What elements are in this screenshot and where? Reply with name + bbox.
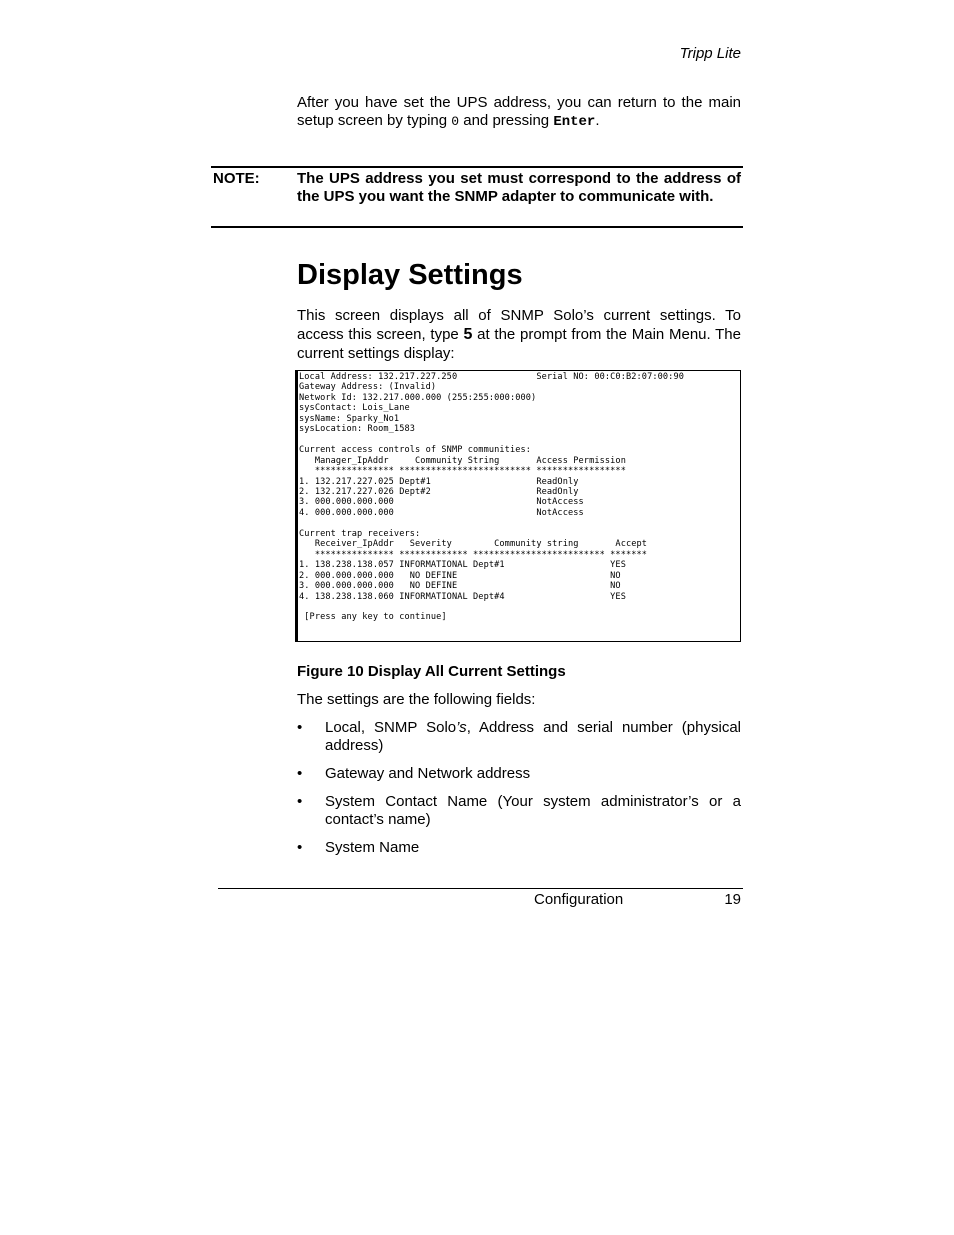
- list-item-text: System Contact Name (Your system administrator’s or a contact’s name): [325, 793, 741, 828]
- terminal-line: 4. 138.238.138.060 INFORMATIONAL Dept#4 YES: [299, 591, 626, 602]
- section-para-text-2: at the prompt from the Main Menu. The current settings display:: [297, 326, 741, 362]
- terminal-line: sysName: Sparky_No1: [299, 413, 400, 424]
- terminal-line: 3. 000.000.000.000 NO DEFINE NO: [299, 581, 621, 592]
- terminal-line: Current access controls of SNMP communities:: [299, 445, 532, 456]
- terminal-screenshot: [295, 370, 741, 642]
- list-item-text: Local, SNMP Solo: [325, 719, 457, 736]
- list-item-text: Gateway and Network address: [325, 765, 531, 782]
- list-item: [297, 765, 741, 783]
- terminal-line: Network Id: 132.217.000.000 (255:255:000:000): [299, 392, 537, 403]
- intro-paragraph: [297, 94, 741, 131]
- intro-text-1: After you have set the UPS address, you can return to the main setup screen by typing: [297, 94, 741, 129]
- bullet-icon: •: [297, 765, 303, 782]
- terminal-line: 1. 138.238.138.057 INFORMATIONAL Dept#1 YES: [299, 560, 626, 571]
- section-paragraph: [297, 306, 741, 363]
- terminal-line: Gateway Address: (Invalid): [299, 382, 437, 393]
- terminal-line: Manager_IpAddr Community String Access Permission: [314, 455, 626, 466]
- terminal-line: 1. 132.217.227.025 Dept#1 ReadOnly: [299, 476, 579, 487]
- bullet-icon: •: [297, 793, 303, 810]
- terminal-line: 2. 000.000.000.000 NO DEFINE NO: [299, 570, 621, 581]
- terminal-line: *************** ************* ************************* *******: [314, 549, 648, 560]
- fields-list: [297, 719, 741, 867]
- list-item: [297, 719, 741, 755]
- terminal-lines: [299, 372, 684, 623]
- terminal-line: [Press any key to continue]: [304, 612, 447, 623]
- list-item-text: , Address and serial number (physical address): [325, 719, 741, 754]
- note-top-rule: [211, 166, 743, 168]
- intro-text-2: and pressing: [459, 112, 554, 129]
- bullet-icon: •: [297, 719, 303, 736]
- terminal-line: sysContact: Lois_Lane: [299, 403, 410, 414]
- section-para-key: 5: [463, 326, 473, 343]
- terminal-line: Current trap receivers:: [299, 528, 421, 539]
- footer-rule: [218, 888, 743, 889]
- note-bottom-rule: [211, 226, 743, 228]
- terminal-line: Local Address: 132.217.227.250 Serial NO: 00:C0:B2:07:00:90: [299, 372, 684, 382]
- bullet-icon: •: [297, 839, 303, 856]
- terminal-line: Receiver_IpAddr Severity Community string Accept: [314, 539, 648, 550]
- intro-code-enter: Enter: [553, 114, 596, 130]
- header-brand: Tripp Lite: [679, 45, 741, 62]
- section-para-text-1: This screen displays all of SNMP Solo’s current settings. To access this screen, type: [297, 307, 741, 343]
- terminal-line: 4. 000.000.000.000 NotAccess: [299, 507, 584, 518]
- intro-code-zero: 0: [451, 114, 460, 129]
- footer-section: Configuration: [534, 891, 624, 908]
- terminal-line: sysLocation: Room_1583: [299, 424, 416, 435]
- fields-intro: The settings are the following fields:: [297, 691, 536, 708]
- note-label: NOTE:: [213, 170, 260, 187]
- list-item-italic: ’s: [456, 719, 467, 736]
- section-title: Display Settings: [297, 259, 523, 291]
- list-item: [297, 839, 741, 857]
- terminal-line: *************** ************************* *****************: [314, 466, 626, 477]
- figure-caption: Figure 10 Display All Current Settings: [297, 663, 566, 680]
- list-item: [297, 793, 741, 829]
- footer-page-number: 19: [724, 891, 741, 908]
- terminal-line: 3. 000.000.000.000 NotAccess: [299, 497, 584, 508]
- list-item-text: System Name: [325, 839, 420, 856]
- intro-text-3: .: [595, 112, 600, 129]
- note-text: The UPS address you set must correspond to the address of the UPS you want the SNMP adapter to communicate with.: [297, 170, 741, 205]
- terminal-line: 2. 132.217.227.026 Dept#2 ReadOnly: [299, 486, 579, 497]
